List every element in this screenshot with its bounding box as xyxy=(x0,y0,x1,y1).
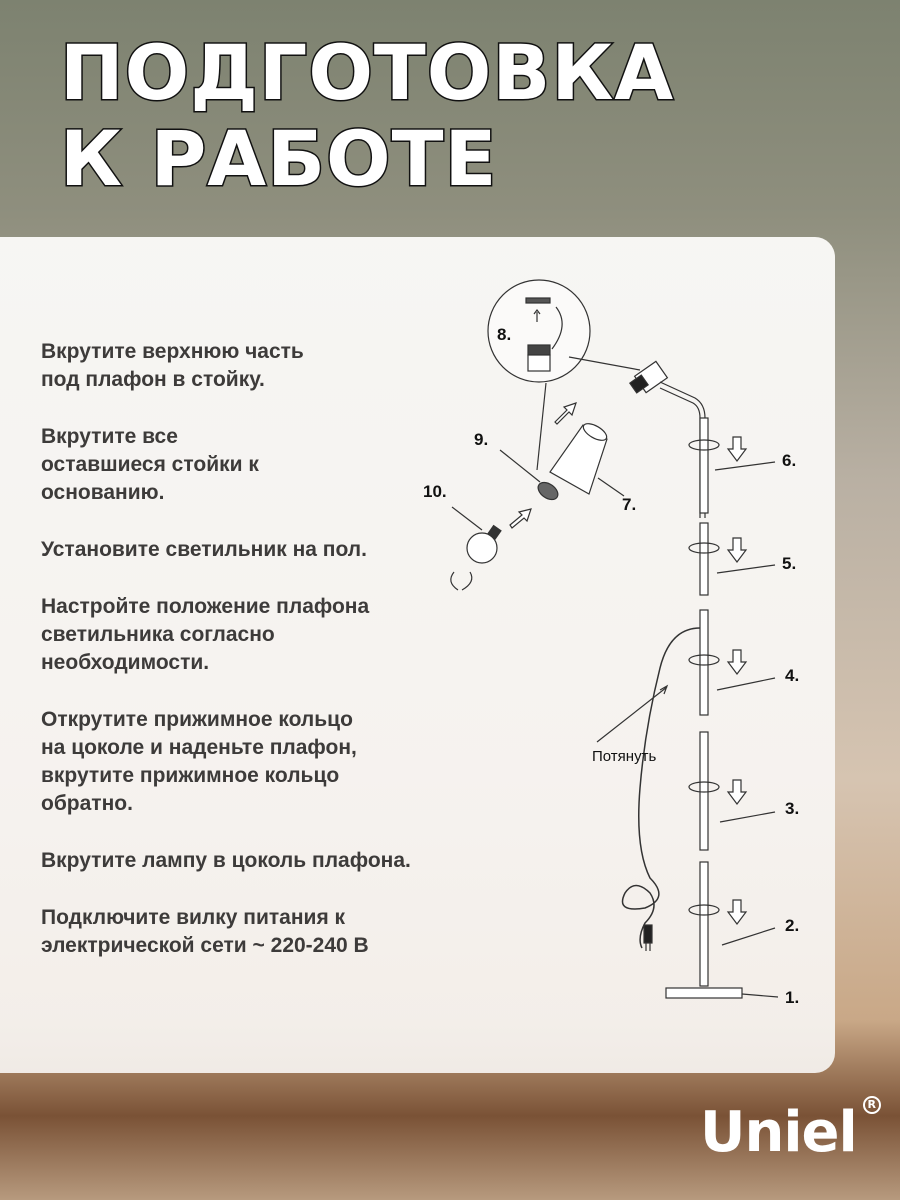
step-4: Настройте положение плафона светильника согласно необходимости. xyxy=(41,595,370,674)
brand-name: Uniel xyxy=(700,1100,857,1165)
pole-segments xyxy=(666,418,742,998)
lamp-head-icon xyxy=(630,361,705,518)
title-line-2: К РАБОТЕ xyxy=(60,114,498,203)
label-7: 7. xyxy=(622,495,637,514)
plug-icon xyxy=(644,925,652,943)
lamp-shade-icon xyxy=(550,420,609,494)
arrow-icon xyxy=(555,403,576,424)
leader-lines xyxy=(715,462,778,997)
clamp-ring-icon xyxy=(535,479,561,503)
step-5: Открутите прижимное кольцо на цоколе и наденьте плафон, вкрутите прижимное кольцо обратно. xyxy=(41,708,357,815)
step-6: Вкрутите лампу в цоколь плафона. xyxy=(41,849,411,872)
pull-label: Потянуть xyxy=(592,748,657,765)
label-2: 2. xyxy=(785,916,800,935)
label-8: 8. xyxy=(497,325,512,344)
label-5: 5. xyxy=(782,554,797,573)
label-3: 3. xyxy=(785,799,800,818)
step-3: Установите светильник на пол. xyxy=(41,538,367,561)
brand-logo xyxy=(700,1098,876,1165)
label-9: 9. xyxy=(474,430,489,449)
label-1: 1. xyxy=(785,988,800,1007)
bulb-icon xyxy=(451,526,501,590)
label-4: 4. xyxy=(785,666,800,685)
step-2: Вкрутите все оставшиеся стойки к основанию. xyxy=(41,425,259,504)
step-1: Вкрутите верхнюю часть под плафон в стойку. xyxy=(41,340,304,391)
label-10: 10. xyxy=(423,482,447,501)
step-7: Подключите вилку питания к электрической сети ~ 220-240 В xyxy=(41,906,369,957)
registered-mark: R xyxy=(863,1096,881,1114)
label-6: 6. xyxy=(782,451,797,470)
title-line-1: ПОДГОТОВКА xyxy=(60,28,675,117)
power-cable xyxy=(623,628,701,948)
down-arrows xyxy=(728,437,746,924)
